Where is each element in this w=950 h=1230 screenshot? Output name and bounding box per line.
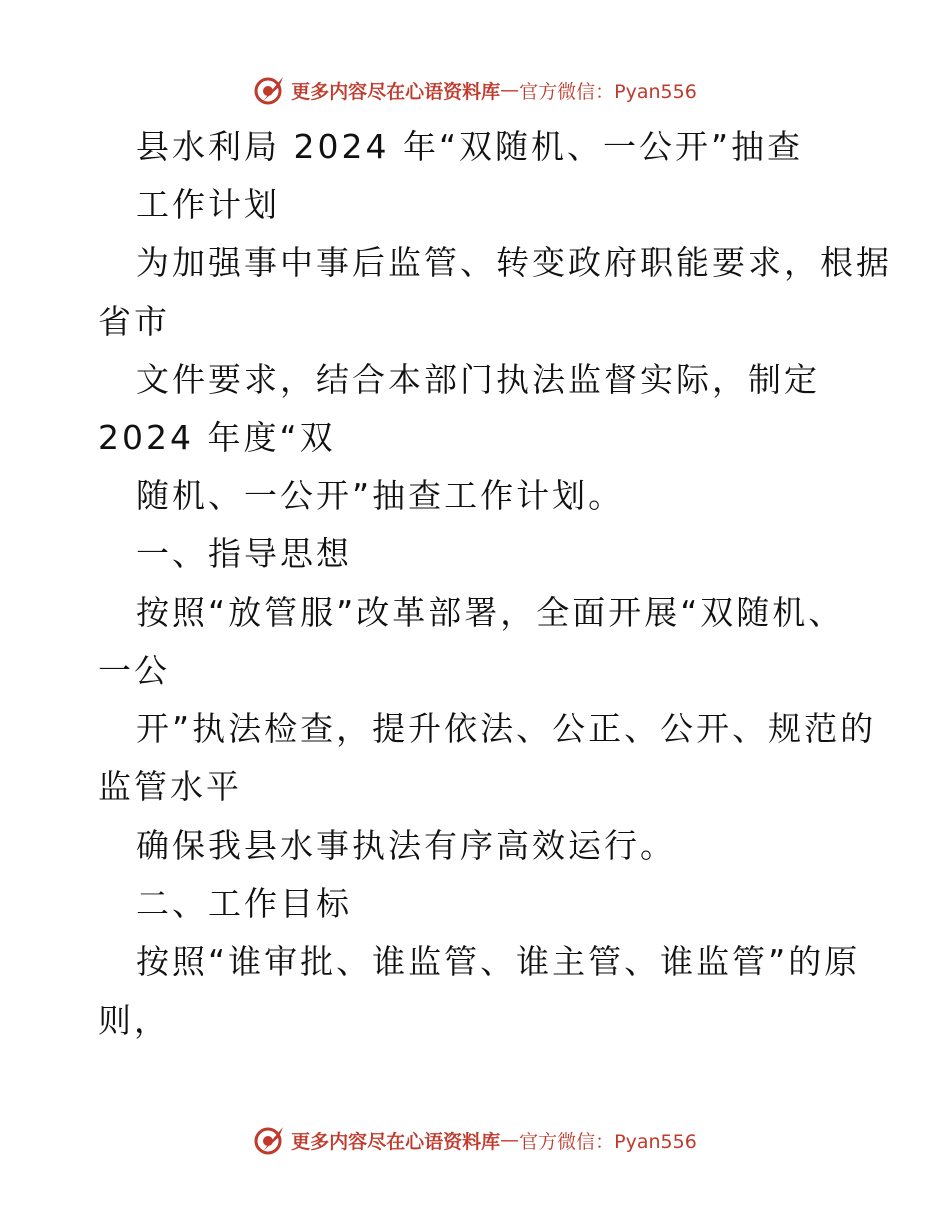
watermark-contact: 官方微信：Pyan556: [519, 1130, 697, 1153]
doc-text-line: 为加强事中事后监管、转变政府职能要求，根据: [136, 243, 892, 282]
doc-text-line: 按照“放管服”改革部署，全面开展“双随机、: [136, 593, 845, 632]
doc-text-line: 随机、一公开”抽查工作计划。: [136, 476, 625, 515]
doc-text-line: 监管水平: [98, 767, 242, 806]
watermark-text: 更多内容尽在心语资料库: [291, 1130, 501, 1153]
doc-section-heading: 一、指导思想: [136, 534, 352, 573]
doc-text-line: 2024 年度“双: [98, 418, 336, 457]
header-watermark: [0, 70, 950, 110]
doc-text-line: 一公: [98, 651, 170, 690]
doc-text-line: 确保我县水事执法有序高效运行。: [136, 826, 676, 865]
watermark-separator: —: [500, 1129, 520, 1151]
doc-text-line: 省市: [98, 302, 170, 341]
watermark-contact: 官方微信：Pyan556: [519, 80, 697, 103]
footer-watermark: [0, 1120, 950, 1160]
doc-text-line: 则，: [98, 1001, 170, 1040]
quill-seal-icon: [253, 73, 287, 107]
doc-section-heading: 二、工作目标: [136, 884, 352, 923]
doc-title-line-2: 工作计划: [136, 185, 280, 224]
doc-text-line: 开”执法检查，提升依法、公正、公开、规范的: [136, 709, 877, 748]
doc-title-line-1: 县水利局 2024 年“双随机、一公开”抽查: [136, 127, 804, 166]
watermark-separator: —: [500, 79, 520, 101]
watermark-text: 更多内容尽在心语资料库: [291, 80, 501, 103]
doc-text-line: 按照“谁审批、谁监管、谁主管、谁监管”的原: [136, 942, 861, 981]
doc-text-line: 文件要求，结合本部门执法监督实际，制定: [136, 360, 820, 399]
quill-seal-icon: [253, 1123, 287, 1157]
